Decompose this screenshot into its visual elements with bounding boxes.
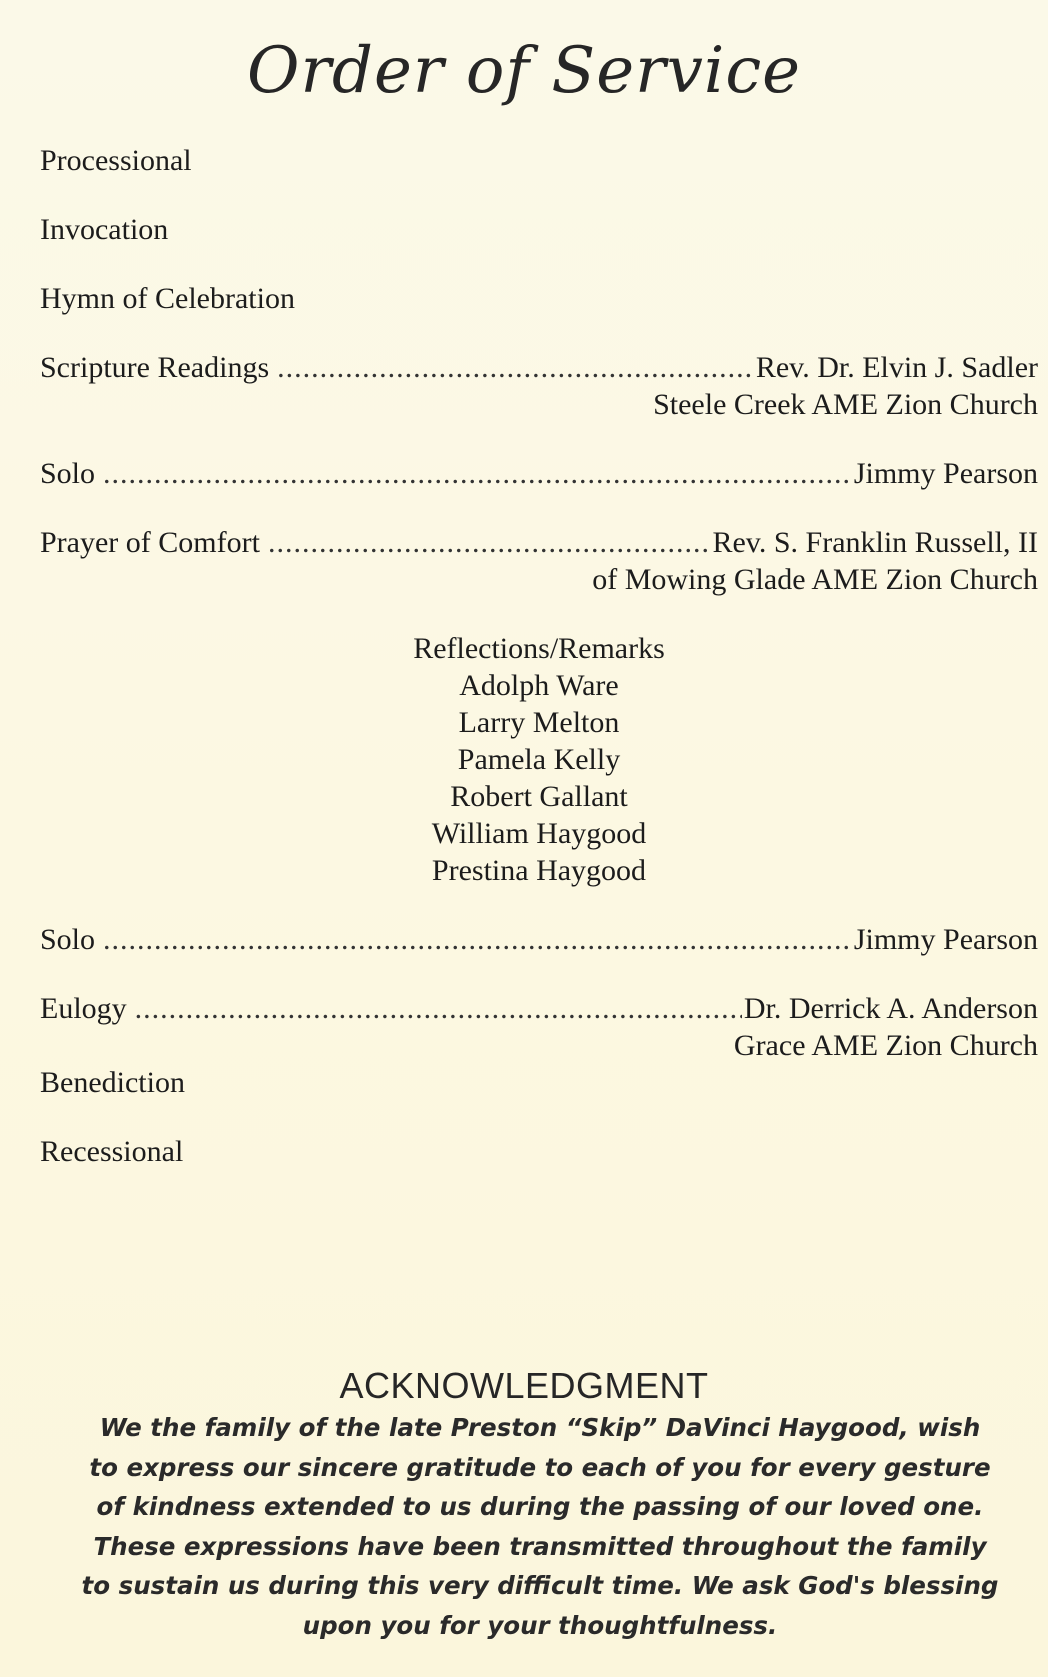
page-title: Order of Service: [246, 34, 802, 108]
acknowledgment-text: [40, 1408, 1040, 1645]
service-item-eulogy: [40, 990, 1038, 1064]
participant-name: Jimmy Pearson: [853, 923, 1038, 956]
participant-church: of Mowing Glade AME Zion Church: [592, 563, 1038, 596]
service-item-processional: [40, 142, 1038, 179]
service-item-solo: [40, 455, 1038, 492]
service-row: [40, 921, 1038, 958]
service-item-label: Prayer of Comfort: [40, 526, 260, 559]
service-item-label: Recessional: [40, 1135, 184, 1168]
acknowledgment-line: to sustain us during this very difficult time. We ask God's blessing: [81, 1571, 999, 1600]
speaker-name: Pamela Kelly: [457, 743, 621, 776]
service-item-label: Reflections/Remarks: [413, 632, 665, 665]
service-row: [40, 455, 1038, 492]
participant-name: Rev. S. Franklin Russell, II: [712, 526, 1038, 559]
service-item-label: Benediction: [40, 1066, 185, 1099]
service-item-solo: [40, 921, 1038, 958]
dot-leader: [135, 990, 742, 1027]
service-item-label: Scripture Readings: [40, 351, 270, 384]
service-item-label: Invocation: [40, 213, 169, 246]
participant-name: Jimmy Pearson: [853, 457, 1038, 490]
service-item-hymn: [40, 280, 1038, 317]
service-item-scripture: [40, 349, 1038, 423]
service-item-label: Solo: [40, 923, 96, 956]
acknowledgment-line: We the family of the late Preston “Skip” DaVinci Haygood, wish: [99, 1413, 981, 1442]
service-item-prayer: [40, 524, 1038, 598]
acknowledgment-line: of kindness extended to us during the passing of our loved one.: [96, 1492, 984, 1521]
speaker-name: Larry Melton: [458, 706, 620, 739]
speaker-name: Adolph Ware: [459, 669, 619, 702]
service-item-invocation: [40, 211, 1038, 248]
speaker-name: Robert Gallant: [450, 780, 628, 813]
speaker-name: William Haygood: [431, 817, 647, 850]
participant-church: Steele Creek AME Zion Church: [653, 388, 1038, 421]
service-row: [40, 349, 1038, 386]
service-item-label: Processional: [40, 144, 192, 177]
acknowledgment-line: These expressions have been transmitted throughout the family: [93, 1531, 987, 1561]
participant-name: Rev. Dr. Elvin J. Sadler: [755, 351, 1038, 384]
service-item-benediction: [40, 1064, 1038, 1101]
dot-leader: [103, 921, 852, 958]
participant-name: Dr. Derrick A. Anderson: [743, 992, 1038, 1025]
acknowledgment-line: to express our sincere gratitude to each of you for every gesture: [89, 1452, 991, 1482]
order-of-service-list: [40, 142, 1038, 1170]
participant-church: Grace AME Zion Church: [733, 1029, 1038, 1062]
dot-leader: [268, 524, 711, 561]
acknowledgment-heading: ACKNOWLEDGMENT: [339, 1365, 709, 1406]
service-item-label: Eulogy: [40, 992, 127, 1025]
service-item-label: Solo: [40, 457, 96, 490]
service-item-reflections: [40, 630, 1038, 889]
service-item-recessional: [40, 1133, 1038, 1170]
speaker-name: Prestina Haygood: [431, 854, 647, 887]
dot-leader: [103, 455, 852, 492]
dot-leader: [277, 349, 754, 386]
service-row: [40, 990, 1038, 1027]
acknowledgment-line: upon you for your thoughtfulness.: [302, 1610, 778, 1640]
service-item-label: Hymn of Celebration: [40, 282, 295, 315]
service-row: [40, 524, 1038, 561]
